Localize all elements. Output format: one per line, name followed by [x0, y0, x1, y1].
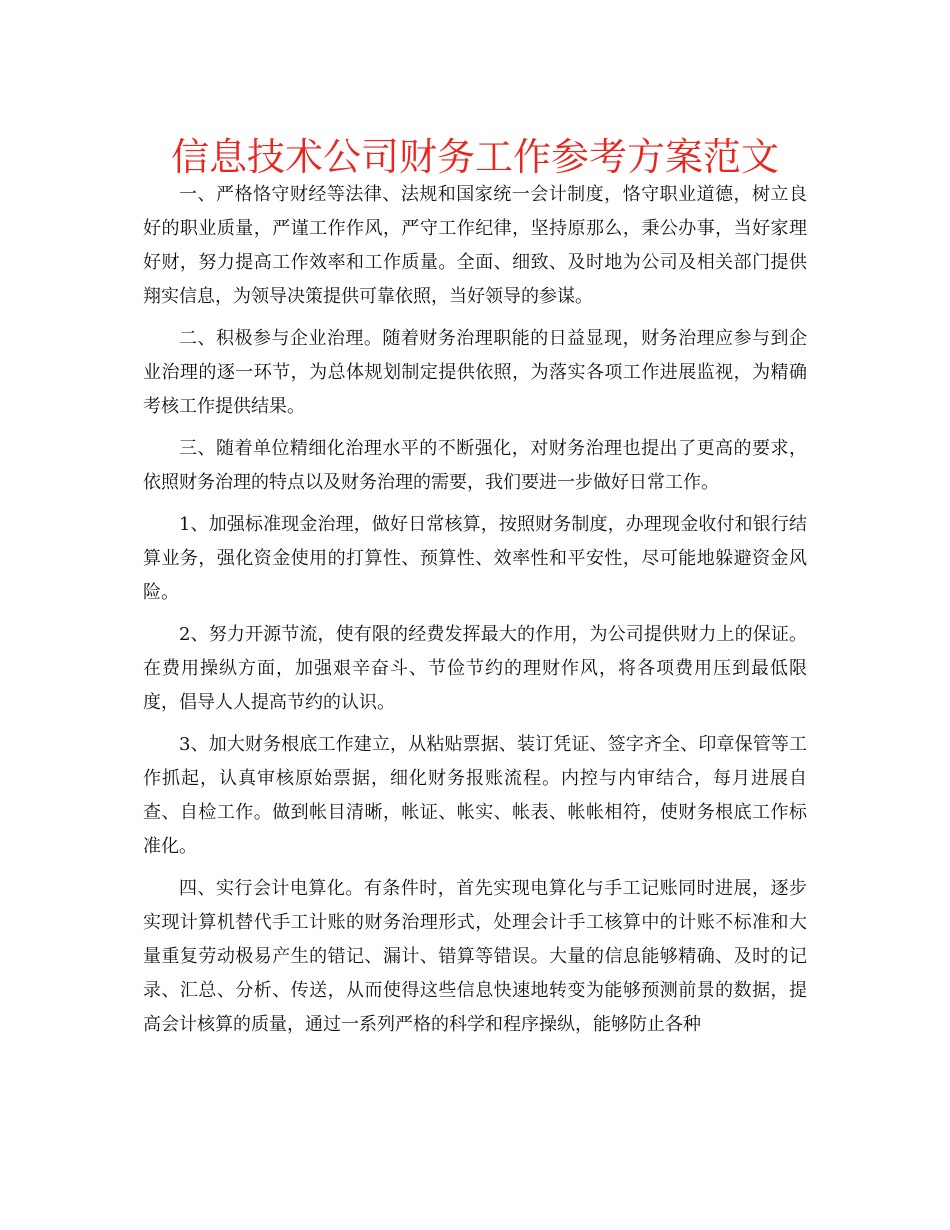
paragraph-7: 四、实行会计电算化。有条件时，首先实现电算化与手工记账同时进展，逐步实现计算机替代手工计账的财务治理形式，处理会计手工核算中的计账不标准和大量重复劳动极易产生的错记、漏计、错算等错误。大量的信息能够精确、及时的记录、汇总、分析、传送，从而使得这些信息快速地转变为能够预测前景的数据，提高会计核算的质量，通过一系列严格的科学和程序操纵，能够防止各种	[143, 878, 807, 1035]
document-body	[143, 178, 807, 1050]
paragraph-1: 一、严格恪守财经等法律、法规和国家统一会计制度，恪守职业道德，树立良好的职业质量，严谨工作作风，严守工作纪律，坚持原那么，秉公办事，当好家理好财，努力提高工作效率和工作质量。全面、细致、及时地为公司及相关部门提供翔实信息，为领导决策提供可靠依照，当好领导的参谋。	[143, 184, 807, 307]
paragraph-6: 3、加大财务根底工作建立，从粘贴票据、装订凭证、签字齐全、印章保管等工作抓起，认真审核原始票据，细化财务报账流程。内控与内审结合，每月进展自查、自检工作。做到帐目清晰，帐证、帐实、帐表、帐帐相符，使财务根底工作标准化。	[143, 734, 807, 857]
document-title: 信息技术公司财务工作参考方案范文	[170, 135, 779, 179]
paragraph-4: 1、加强标准现金治理，做好日常核算，按照财务制度，办理现金收付和银行结算业务，强化资金使用的打算性、预算性、效率性和平安性，尽可能地躲避资金风险。	[143, 514, 807, 603]
paragraph-3: 三、随着单位精细化治理水平的不断强化，对财务治理也提出了更高的要求，依照财务治理的特点以及财务治理的需要，我们要进一步做好日常工作。	[143, 438, 807, 493]
paragraph-5: 2、努力开源节流，使有限的经费发挥最大的作用，为公司提供财力上的保证。在费用操纵方面，加强艰辛奋斗、节俭节约的理财作风，将各项费用压到最低限度，倡导人人提高节约的认识。	[143, 624, 807, 713]
paragraph-2: 二、积极参与企业治理。随着财务治理职能的日益显现，财务治理应参与到企业治理的逐一环节，为总体规划制定提供依照，为落实各项工作进展监视，为精确考核工作提供结果。	[143, 328, 807, 417]
